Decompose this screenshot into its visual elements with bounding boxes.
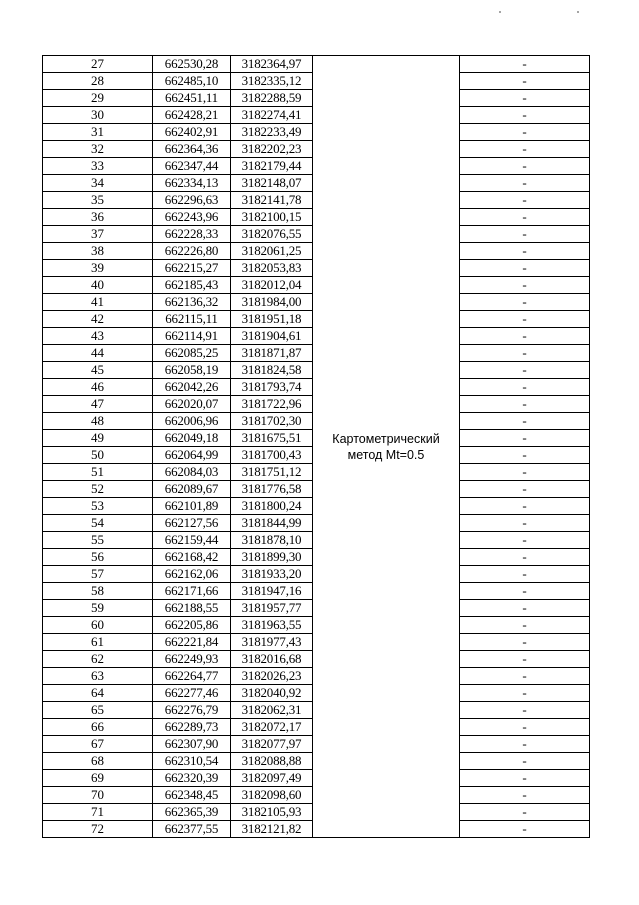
y-coordinate-cell: 3181947,16 xyxy=(231,583,313,600)
accuracy-cell: - xyxy=(460,464,590,481)
point-number-cell: 35 xyxy=(43,192,153,209)
y-coordinate-cell: 3182016,68 xyxy=(231,651,313,668)
point-number-cell: 49 xyxy=(43,430,153,447)
x-coordinate-cell: 662451,11 xyxy=(153,90,231,107)
accuracy-cell: - xyxy=(460,243,590,260)
point-number-cell: 30 xyxy=(43,107,153,124)
point-number-cell: 41 xyxy=(43,294,153,311)
x-coordinate-cell: 662221,84 xyxy=(153,634,231,651)
point-number-cell: 64 xyxy=(43,685,153,702)
point-number-cell: 62 xyxy=(43,651,153,668)
scan-speck xyxy=(577,11,579,13)
y-coordinate-cell: 3182040,92 xyxy=(231,685,313,702)
y-coordinate-cell: 3181957,77 xyxy=(231,600,313,617)
x-coordinate-cell: 662215,27 xyxy=(153,260,231,277)
point-number-cell: 58 xyxy=(43,583,153,600)
point-number-cell: 48 xyxy=(43,413,153,430)
method-label-line2: метод Mt=0.5 xyxy=(347,447,425,462)
y-coordinate-cell: 3182098,60 xyxy=(231,787,313,804)
x-coordinate-cell: 662084,03 xyxy=(153,464,231,481)
point-number-cell: 46 xyxy=(43,379,153,396)
point-number-cell: 39 xyxy=(43,260,153,277)
point-number-cell: 60 xyxy=(43,617,153,634)
accuracy-cell: - xyxy=(460,209,590,226)
x-coordinate-cell: 662042,26 xyxy=(153,379,231,396)
x-coordinate-cell: 662377,55 xyxy=(153,821,231,838)
y-coordinate-cell: 3182100,15 xyxy=(231,209,313,226)
accuracy-cell: - xyxy=(460,345,590,362)
x-coordinate-cell: 662185,43 xyxy=(153,277,231,294)
y-coordinate-cell: 3181963,55 xyxy=(231,617,313,634)
x-coordinate-cell: 662058,19 xyxy=(153,362,231,379)
accuracy-cell: - xyxy=(460,141,590,158)
x-coordinate-cell: 662289,73 xyxy=(153,719,231,736)
accuracy-cell: - xyxy=(460,362,590,379)
accuracy-cell: - xyxy=(460,56,590,73)
x-coordinate-cell: 662085,25 xyxy=(153,345,231,362)
accuracy-cell: - xyxy=(460,515,590,532)
x-coordinate-cell: 662296,63 xyxy=(153,192,231,209)
x-coordinate-cell: 662115,11 xyxy=(153,311,231,328)
x-coordinate-cell: 662049,18 xyxy=(153,430,231,447)
y-coordinate-cell: 3182202,23 xyxy=(231,141,313,158)
point-number-cell: 57 xyxy=(43,566,153,583)
x-coordinate-cell: 662264,77 xyxy=(153,668,231,685)
point-number-cell: 69 xyxy=(43,770,153,787)
method-label-line1: Картометрический xyxy=(332,431,440,446)
accuracy-cell: - xyxy=(460,277,590,294)
accuracy-cell: - xyxy=(460,158,590,175)
point-number-cell: 43 xyxy=(43,328,153,345)
y-coordinate-cell: 3182141,78 xyxy=(231,192,313,209)
point-number-cell: 68 xyxy=(43,753,153,770)
point-number-cell: 34 xyxy=(43,175,153,192)
y-coordinate-cell: 3181776,58 xyxy=(231,481,313,498)
x-coordinate-cell: 662127,56 xyxy=(153,515,231,532)
y-coordinate-cell: 3181904,61 xyxy=(231,328,313,345)
point-number-cell: 56 xyxy=(43,549,153,566)
y-coordinate-cell: 3182288,59 xyxy=(231,90,313,107)
y-coordinate-cell: 3182053,83 xyxy=(231,260,313,277)
point-number-cell: 38 xyxy=(43,243,153,260)
y-coordinate-cell: 3181702,30 xyxy=(231,413,313,430)
point-number-cell: 31 xyxy=(43,124,153,141)
point-number-cell: 45 xyxy=(43,362,153,379)
y-coordinate-cell: 3181793,74 xyxy=(231,379,313,396)
method-cell xyxy=(313,56,460,838)
x-coordinate-cell: 662428,21 xyxy=(153,107,231,124)
point-number-cell: 32 xyxy=(43,141,153,158)
y-coordinate-cell: 3181722,96 xyxy=(231,396,313,413)
x-coordinate-cell: 662159,44 xyxy=(153,532,231,549)
point-number-cell: 51 xyxy=(43,464,153,481)
y-coordinate-cell: 3182077,97 xyxy=(231,736,313,753)
accuracy-cell: - xyxy=(460,583,590,600)
point-number-cell: 36 xyxy=(43,209,153,226)
y-coordinate-cell: 3182105,93 xyxy=(231,804,313,821)
x-coordinate-cell: 662020,07 xyxy=(153,396,231,413)
y-coordinate-cell: 3182148,07 xyxy=(231,175,313,192)
y-coordinate-cell: 3182062,31 xyxy=(231,702,313,719)
y-coordinate-cell: 3182274,41 xyxy=(231,107,313,124)
accuracy-cell: - xyxy=(460,73,590,90)
x-coordinate-cell: 662277,46 xyxy=(153,685,231,702)
x-coordinate-cell: 662364,36 xyxy=(153,141,231,158)
accuracy-cell: - xyxy=(460,413,590,430)
point-number-cell: 61 xyxy=(43,634,153,651)
accuracy-cell: - xyxy=(460,532,590,549)
accuracy-cell: - xyxy=(460,634,590,651)
y-coordinate-cell: 3181899,30 xyxy=(231,549,313,566)
y-coordinate-cell: 3181984,00 xyxy=(231,294,313,311)
x-coordinate-cell: 662365,39 xyxy=(153,804,231,821)
y-coordinate-cell: 3181824,58 xyxy=(231,362,313,379)
x-coordinate-cell: 662249,93 xyxy=(153,651,231,668)
x-coordinate-cell: 662347,44 xyxy=(153,158,231,175)
x-coordinate-cell: 662089,67 xyxy=(153,481,231,498)
y-coordinate-cell: 3182179,44 xyxy=(231,158,313,175)
coordinates-table-body xyxy=(43,56,590,838)
y-coordinate-cell: 3181675,51 xyxy=(231,430,313,447)
point-number-cell: 50 xyxy=(43,447,153,464)
accuracy-cell: - xyxy=(460,226,590,243)
accuracy-cell: - xyxy=(460,549,590,566)
accuracy-cell: - xyxy=(460,685,590,702)
x-coordinate-cell: 662348,45 xyxy=(153,787,231,804)
point-number-cell: 72 xyxy=(43,821,153,838)
y-coordinate-cell: 3182076,55 xyxy=(231,226,313,243)
accuracy-cell: - xyxy=(460,804,590,821)
accuracy-cell: - xyxy=(460,90,590,107)
x-coordinate-cell: 662485,10 xyxy=(153,73,231,90)
accuracy-cell: - xyxy=(460,787,590,804)
accuracy-cell: - xyxy=(460,311,590,328)
x-coordinate-cell: 662310,54 xyxy=(153,753,231,770)
x-coordinate-cell: 662243,96 xyxy=(153,209,231,226)
y-coordinate-cell: 3181871,87 xyxy=(231,345,313,362)
accuracy-cell: - xyxy=(460,770,590,787)
point-number-cell: 42 xyxy=(43,311,153,328)
x-coordinate-cell: 662205,86 xyxy=(153,617,231,634)
accuracy-cell: - xyxy=(460,566,590,583)
point-number-cell: 29 xyxy=(43,90,153,107)
accuracy-cell: - xyxy=(460,481,590,498)
scan-speck xyxy=(499,11,501,13)
point-number-cell: 44 xyxy=(43,345,153,362)
accuracy-cell: - xyxy=(460,379,590,396)
point-number-cell: 71 xyxy=(43,804,153,821)
y-coordinate-cell: 3182026,23 xyxy=(231,668,313,685)
point-number-cell: 27 xyxy=(43,56,153,73)
accuracy-cell: - xyxy=(460,260,590,277)
y-coordinate-cell: 3181700,43 xyxy=(231,447,313,464)
y-coordinate-cell: 3182364,97 xyxy=(231,56,313,73)
accuracy-cell: - xyxy=(460,617,590,634)
accuracy-cell: - xyxy=(460,753,590,770)
x-coordinate-cell: 662226,80 xyxy=(153,243,231,260)
x-coordinate-cell: 662402,91 xyxy=(153,124,231,141)
point-number-cell: 37 xyxy=(43,226,153,243)
y-coordinate-cell: 3182072,17 xyxy=(231,719,313,736)
point-number-cell: 65 xyxy=(43,702,153,719)
y-coordinate-cell: 3181951,18 xyxy=(231,311,313,328)
accuracy-cell: - xyxy=(460,821,590,838)
accuracy-cell: - xyxy=(460,294,590,311)
x-coordinate-cell: 662228,33 xyxy=(153,226,231,243)
x-coordinate-cell: 662530,28 xyxy=(153,56,231,73)
y-coordinate-cell: 3181933,20 xyxy=(231,566,313,583)
accuracy-cell: - xyxy=(460,107,590,124)
accuracy-cell: - xyxy=(460,702,590,719)
y-coordinate-cell: 3181800,24 xyxy=(231,498,313,515)
y-coordinate-cell: 3181751,12 xyxy=(231,464,313,481)
x-coordinate-cell: 662188,55 xyxy=(153,600,231,617)
accuracy-cell: - xyxy=(460,328,590,345)
y-coordinate-cell: 3181878,10 xyxy=(231,532,313,549)
x-coordinate-cell: 662114,91 xyxy=(153,328,231,345)
point-number-cell: 40 xyxy=(43,277,153,294)
accuracy-cell: - xyxy=(460,651,590,668)
x-coordinate-cell: 662334,13 xyxy=(153,175,231,192)
accuracy-cell: - xyxy=(460,396,590,413)
x-coordinate-cell: 662171,66 xyxy=(153,583,231,600)
x-coordinate-cell: 662168,42 xyxy=(153,549,231,566)
point-number-cell: 67 xyxy=(43,736,153,753)
point-number-cell: 55 xyxy=(43,532,153,549)
accuracy-cell: - xyxy=(460,192,590,209)
x-coordinate-cell: 662276,79 xyxy=(153,702,231,719)
accuracy-cell: - xyxy=(460,498,590,515)
point-number-cell: 59 xyxy=(43,600,153,617)
x-coordinate-cell: 662006,96 xyxy=(153,413,231,430)
x-coordinate-cell: 662064,99 xyxy=(153,447,231,464)
y-coordinate-cell: 3181977,43 xyxy=(231,634,313,651)
y-coordinate-cell: 3182012,04 xyxy=(231,277,313,294)
point-number-cell: 53 xyxy=(43,498,153,515)
x-coordinate-cell: 662136,32 xyxy=(153,294,231,311)
point-number-cell: 28 xyxy=(43,73,153,90)
point-number-cell: 54 xyxy=(43,515,153,532)
point-number-cell: 33 xyxy=(43,158,153,175)
accuracy-cell: - xyxy=(460,175,590,192)
accuracy-cell: - xyxy=(460,719,590,736)
y-coordinate-cell: 3181844,99 xyxy=(231,515,313,532)
y-coordinate-cell: 3182088,88 xyxy=(231,753,313,770)
y-coordinate-cell: 3182121,82 xyxy=(231,821,313,838)
point-number-cell: 47 xyxy=(43,396,153,413)
y-coordinate-cell: 3182097,49 xyxy=(231,770,313,787)
point-number-cell: 52 xyxy=(43,481,153,498)
accuracy-cell: - xyxy=(460,600,590,617)
accuracy-cell: - xyxy=(460,447,590,464)
point-number-cell: 63 xyxy=(43,668,153,685)
accuracy-cell: - xyxy=(460,124,590,141)
y-coordinate-cell: 3182335,12 xyxy=(231,73,313,90)
accuracy-cell: - xyxy=(460,736,590,753)
y-coordinate-cell: 3182233,49 xyxy=(231,124,313,141)
x-coordinate-cell: 662320,39 xyxy=(153,770,231,787)
x-coordinate-cell: 662101,89 xyxy=(153,498,231,515)
coordinates-table xyxy=(42,55,590,838)
x-coordinate-cell: 662307,90 xyxy=(153,736,231,753)
y-coordinate-cell: 3182061,25 xyxy=(231,243,313,260)
accuracy-cell: - xyxy=(460,668,590,685)
point-number-cell: 66 xyxy=(43,719,153,736)
point-number-cell: 70 xyxy=(43,787,153,804)
x-coordinate-cell: 662162,06 xyxy=(153,566,231,583)
accuracy-cell: - xyxy=(460,430,590,447)
table-row xyxy=(43,56,590,73)
